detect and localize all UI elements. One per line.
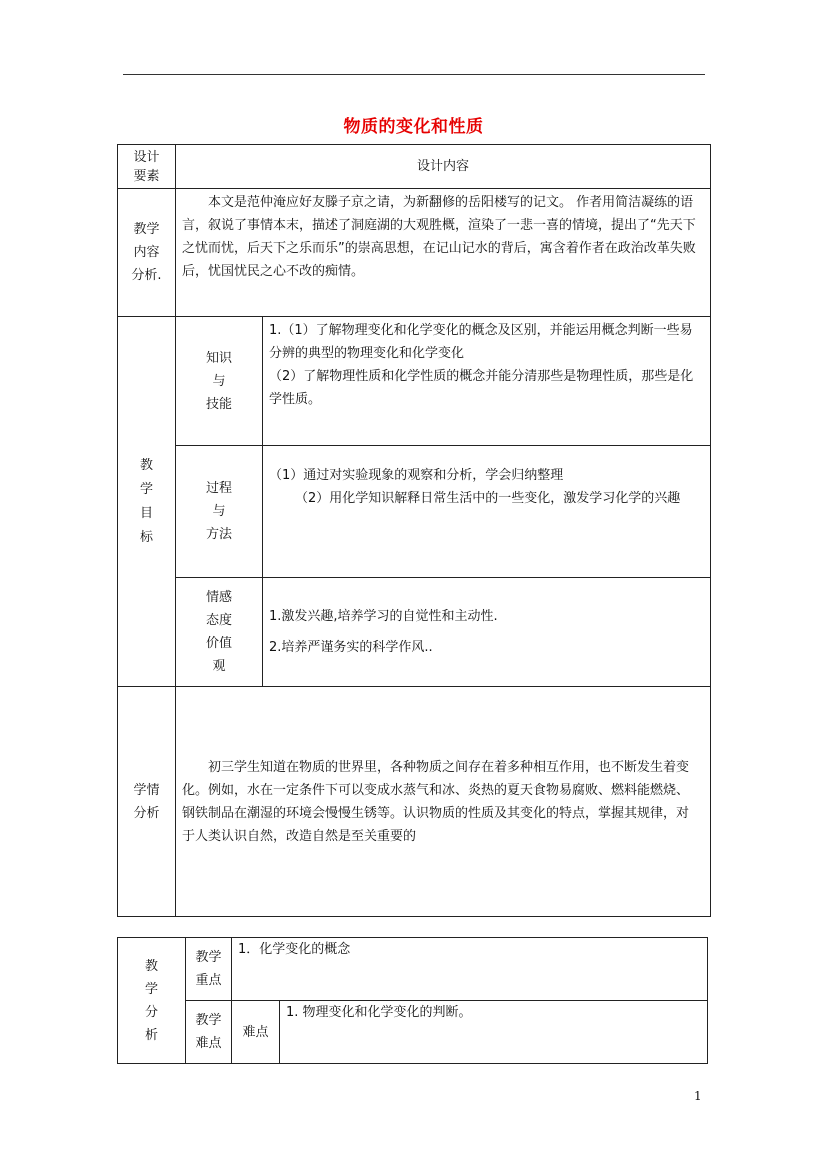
knowledge-skills-label: 知识 与 技能: [176, 317, 263, 446]
teaching-analysis-label: 教 学 分 析: [118, 938, 186, 1064]
emotion-values-label: 情感 态度 价值 观: [176, 578, 263, 687]
page-number: 1: [694, 1089, 702, 1103]
emotion-objective-1: 1.激发兴趣,培养学习的自觉性和主动性.: [269, 609, 498, 624]
emotion-objective-2: 2.培养严谨务实的科学作风..: [269, 640, 433, 655]
learner-analysis-text: 初三学生知道在物质的世界里，各种物质之间存在着多种相互作用，也不断发生着变化。例如，水在一定条件下可以变成水蒸气和冰、炎热的夏天食物易腐败、燃料能燃烧、钢铁制品在潮湿的环境会慢慢生锈等。认识物质的性质及其变化的特点，掌握其规律，对于人类认识自然，改造自然是至关重要的: [182, 759, 690, 844]
knowledge-objective-1: 1.（1）了解物理变化和化学变化的概念及区别，并能运用概念判断一些易分辨的典型的物理变化和化学变化: [269, 323, 693, 361]
design-table: [117, 144, 711, 917]
process-methods-label: 过程 与 方法: [176, 446, 263, 578]
header-design-elements: 设计 要素: [118, 145, 176, 189]
difficult-sub-label: 难点: [232, 1001, 280, 1064]
process-objective-2: （2）用化学知识解释日常生活中的一些变化，激发学习化学的兴趣: [295, 491, 681, 506]
header-rule: [123, 74, 705, 75]
objectives-label: 教 学 目 标: [118, 317, 176, 687]
analysis-table: [117, 937, 708, 1064]
document-title: 物质的变化和性质: [343, 117, 484, 137]
key-point-label: 教学 重点: [186, 938, 232, 1001]
knowledge-objective-2: （2）了解物理性质和化学性质的概念并能分清那些是物理性质，那些是化学性质。: [269, 369, 694, 407]
content-analysis-text: 本文是范仲淹应好友滕子京之请，为新翻修的岳阳楼写的记文。 作者用简洁凝练的语言，叙说了事情本末，描述了洞庭湖的大观胜概，渲染了一悲一喜的情境，提出了“先天下之忧而忧，后天下之乐而乐”的崇高思想，在记山记水的背后，寓含着作者在政治改革失败后，忧国忧民之心不改的痴情。: [182, 195, 696, 279]
difficult-point-text: 1. 物理变化和化学变化的判断。: [280, 1001, 708, 1064]
content-analysis-label: 教学 内容 分析.: [118, 189, 176, 317]
header-design-content: 设计内容: [176, 145, 711, 189]
key-point-text: 1．化学变化的概念: [232, 938, 708, 1001]
learner-analysis-label: 学情 分析: [118, 687, 176, 917]
process-objective-1: （1）通过对实验现象的观察和分析，学会归纳整理: [269, 468, 564, 483]
difficult-point-label: 教学 难点: [186, 1001, 232, 1064]
